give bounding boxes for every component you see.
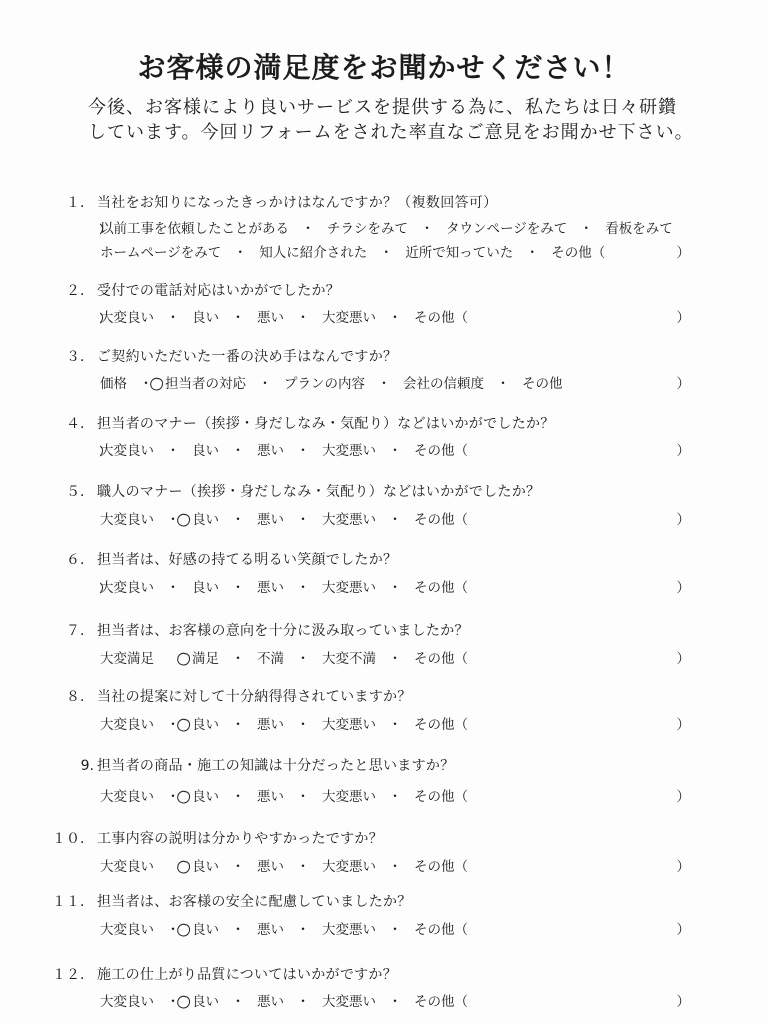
option (414, 309, 468, 327)
option-label: 大変悪い (322, 994, 376, 1010)
option-line (100, 511, 690, 529)
close-paren: ） (676, 245, 690, 261)
option (100, 858, 154, 876)
option-label: 満足 (192, 651, 219, 667)
option (192, 716, 219, 734)
option-label: 大変良い (100, 994, 154, 1010)
option (414, 921, 468, 939)
option (414, 579, 468, 597)
question-text: 当社をお知りになったきっかけはなんですか？（複数回答可） (97, 195, 498, 211)
option (327, 220, 408, 238)
option (192, 579, 219, 597)
option-separator: ・ (388, 580, 402, 596)
close-paren: ） (676, 651, 690, 667)
option-label: その他（ (414, 512, 468, 528)
option-label: 大変良い (100, 859, 154, 875)
option-label: その他（ (414, 580, 468, 596)
option-separator: ・ (388, 994, 402, 1010)
option-line (100, 650, 690, 668)
option-separator: ・ (388, 512, 402, 528)
option-label: 良い (192, 580, 219, 596)
option-label: 大変悪い (322, 922, 376, 938)
option-label: 不満 (257, 651, 284, 667)
option (192, 993, 219, 1011)
question-text: 担当者のマナー（挨拶・身だしなみ・気配り）などはいかがでしたか？ (97, 416, 555, 432)
option-label: 価格 (100, 376, 127, 392)
page-title: お客様の満足度をお聞かせください！ (137, 51, 631, 84)
option-label: 大変悪い (322, 443, 376, 459)
option-label: 悪い (257, 859, 284, 875)
option-line (100, 858, 690, 876)
option (403, 375, 484, 393)
option-label: その他（ (414, 443, 468, 459)
option-label: 大変悪い (322, 717, 376, 733)
question-text: ご契約いただいた一番の決め手はなんですか？ (97, 349, 398, 365)
option (192, 858, 219, 876)
close-paren: ） (676, 376, 690, 392)
option (414, 788, 468, 806)
option-separator: ・ (388, 789, 402, 805)
intro-line: しています。今回リフォームをされた率直なご意見をお聞かせ下さい。 (88, 122, 694, 143)
option-label: タウンページをみて (446, 221, 568, 237)
option-separator: ・ (496, 376, 510, 392)
question-text: 担当者は、お客様の安全に配慮していましたか？ (97, 894, 412, 910)
option (100, 921, 154, 939)
option-label: その他（ (414, 310, 468, 326)
option-separator: ・ (258, 376, 272, 392)
option-separator: ・ (579, 221, 593, 237)
selection-circle-mark (176, 651, 191, 667)
close-paren: ） (676, 580, 690, 596)
option (414, 716, 468, 734)
option-separator: ・ (525, 245, 539, 261)
option-label: 担当者の対応 (165, 376, 246, 392)
option (192, 442, 219, 460)
option (100, 788, 154, 806)
option-separator: ・ (296, 922, 310, 938)
question-text: 工事内容の説明は分かりやすかったですか？ (97, 831, 383, 847)
option (257, 858, 284, 876)
option (257, 993, 284, 1011)
close-paren: ） (676, 310, 690, 326)
option (257, 579, 284, 597)
option (414, 993, 468, 1011)
option-label: 看板をみて (605, 221, 673, 237)
option-separator: ・ (388, 443, 402, 459)
option (192, 921, 219, 939)
option-label: 大変悪い (322, 512, 376, 528)
option (192, 650, 219, 668)
option-label: 大変悪い (322, 580, 376, 596)
option-label: 悪い (257, 443, 284, 459)
option (192, 309, 219, 327)
option-label: 大変良い (100, 512, 154, 528)
option-label: その他 (522, 376, 563, 392)
question-text: 受付での電話対応はいかがでしたか？ (97, 283, 341, 299)
question-text: 職人のマナー（挨拶・身だしなみ・気配り）などはいかがでしたか？ (97, 484, 541, 500)
option-separator: ・ (166, 789, 180, 805)
option-label: 良い (192, 443, 219, 459)
option (100, 993, 154, 1011)
option-separator: ・ (231, 717, 245, 733)
option-label: 大変満足 (100, 651, 154, 667)
option-label: プランの内容 (284, 376, 365, 392)
option-label: 大変悪い (322, 789, 376, 805)
question-number: １． (66, 195, 94, 211)
option-line (100, 993, 690, 1011)
option-label: 良い (192, 789, 219, 805)
selection-circle-mark (176, 859, 191, 875)
option-separator: ・ (231, 512, 245, 528)
option-label: その他（ (414, 717, 468, 733)
option-label: 良い (192, 922, 219, 938)
option-label: 悪い (257, 310, 284, 326)
option-separator: ・ (166, 717, 180, 733)
option (551, 244, 605, 262)
option-separator: ・ (296, 443, 310, 459)
question-text: 当社の提案に対して十分納得得されていますか？ (97, 689, 412, 705)
option-label: 悪い (257, 922, 284, 938)
option-label: ホームページをみて (100, 245, 222, 261)
close-paren: ） (676, 922, 690, 938)
option (100, 579, 154, 597)
option (100, 244, 221, 262)
option-label: 悪い (257, 717, 284, 733)
option-separator: ・ (231, 651, 245, 667)
option (414, 650, 468, 668)
close-paren: ） (676, 717, 690, 733)
option (322, 788, 376, 806)
option-separator: ・ (296, 651, 310, 667)
option-separator: ・ (296, 717, 310, 733)
option (446, 220, 567, 238)
option (100, 716, 154, 734)
option-separator: ・ (301, 221, 315, 237)
option-label: 会社の信頼度 (403, 376, 484, 392)
option-label: その他（ (551, 245, 606, 261)
question-number: ４． (66, 416, 94, 432)
option-separator: ・ (296, 310, 310, 326)
option (100, 511, 154, 529)
option (605, 220, 673, 238)
option-label: 大変良い (100, 922, 154, 938)
option (257, 442, 284, 460)
option-separator: ・ (231, 994, 245, 1010)
option (322, 858, 376, 876)
option-separator: ・ (231, 922, 245, 938)
option-label: 悪い (257, 580, 284, 596)
question-text: 担当者は、好感の持てる明るい笑顔でしたか？ (97, 552, 398, 568)
option-separator: ・ (166, 310, 180, 326)
option-separator: ・ (166, 512, 180, 528)
option-label: 大変良い (100, 443, 154, 459)
option (100, 309, 154, 327)
option-separator: ・ (377, 376, 391, 392)
option-label: 大変良い (100, 789, 154, 805)
option (259, 244, 367, 262)
option-label: 良い (192, 310, 219, 326)
question-number: １１． (52, 894, 94, 910)
option-separator: ・ (388, 651, 402, 667)
question-number: ６． (66, 552, 94, 568)
option (100, 650, 154, 668)
option-separator: ・ (296, 580, 310, 596)
option-label: 大変悪い (322, 859, 376, 875)
option-label: 良い (192, 512, 219, 528)
option-label: 近所で知っていた (405, 245, 514, 261)
option (322, 921, 376, 939)
option (322, 442, 376, 460)
question-text: 施工の仕上がり品質についてはいかがですか？ (97, 967, 398, 983)
question-number: 9. (80, 758, 94, 774)
close-paren: ） (676, 512, 690, 528)
option-label: 悪い (257, 994, 284, 1010)
option (322, 993, 376, 1011)
close-paren: ） (676, 859, 690, 875)
option (100, 220, 289, 238)
option-label: 知人に紹介された (259, 245, 368, 261)
option (522, 375, 563, 393)
option-label: 良い (192, 717, 219, 733)
option-separator: ・ (379, 245, 393, 261)
option (100, 442, 154, 460)
option-separator: ・ (388, 922, 402, 938)
option-label: その他（ (414, 789, 468, 805)
option-separator: ・ (420, 221, 434, 237)
option (414, 442, 468, 460)
option-separator: ・ (296, 994, 310, 1010)
option-label: その他（ (414, 859, 468, 875)
option-label: 大変良い (100, 310, 154, 326)
option-label: 悪い (257, 512, 284, 528)
option (414, 858, 468, 876)
option-separator: ・ (231, 859, 245, 875)
option (257, 716, 284, 734)
question-number: ５． (66, 484, 94, 500)
option (257, 309, 284, 327)
option-separator: ・ (166, 443, 180, 459)
option-separator: ・ (388, 717, 402, 733)
option-line (100, 309, 690, 327)
option-label: その他（ (414, 651, 468, 667)
option-separator: ・ (233, 245, 247, 261)
option (257, 650, 284, 668)
option-line (100, 579, 690, 597)
close-paren: ） (676, 994, 690, 1010)
option (414, 511, 468, 529)
question-number: ８． (66, 689, 94, 705)
option-separator: ・ (296, 789, 310, 805)
option-separator: ・ (231, 443, 245, 459)
option-separator: ・ (231, 580, 245, 596)
option-label: 大変良い (100, 717, 154, 733)
intro-line: 今後、お客様により良いサービスを提供する為に、私たちは日々研鑽 (88, 97, 677, 118)
option (257, 511, 284, 529)
question-number: １２． (52, 967, 94, 983)
option-separator: ・ (296, 512, 310, 528)
option-label: 良い (192, 859, 219, 875)
close-paren: ） (676, 443, 690, 459)
option (192, 788, 219, 806)
question-text: 担当者の商品・施工の知識は十分だったと思いますか？ (97, 758, 455, 774)
option (322, 511, 376, 529)
option (192, 511, 219, 529)
option-separator: ・ (388, 859, 402, 875)
option-label: その他（ (414, 994, 468, 1010)
close-paren: ） (676, 789, 690, 805)
option (257, 921, 284, 939)
question-text: 担当者は、お客様の意向を十分に汲み取っていましたか？ (97, 623, 469, 639)
option-line (100, 220, 690, 238)
option-separator: ・ (231, 310, 245, 326)
question-number: ３． (66, 349, 94, 365)
option-label: 悪い (257, 789, 284, 805)
option (322, 650, 376, 668)
option-line (100, 716, 690, 734)
option-separator: ・ (166, 922, 180, 938)
option-line (100, 375, 690, 393)
question-number: ７． (66, 623, 94, 639)
option-separator: ・ (139, 376, 153, 392)
option-separator: ・ (166, 994, 180, 1010)
option (322, 579, 376, 597)
option-separator: ・ (296, 859, 310, 875)
option (322, 716, 376, 734)
option-label: 大変良い (100, 580, 154, 596)
option-separator: ・ (388, 310, 402, 326)
question-number: １０． (52, 831, 94, 847)
option (405, 244, 513, 262)
option (165, 375, 246, 393)
option (284, 375, 365, 393)
option (322, 309, 376, 327)
option-label: チラシをみて (327, 221, 408, 237)
option-label: 大変悪い (322, 310, 376, 326)
option-separator: ・ (166, 580, 180, 596)
option-separator: ・ (231, 789, 245, 805)
option-label: 良い (192, 994, 219, 1010)
option-label: その他（ (414, 922, 468, 938)
option-line (100, 244, 690, 262)
option-label: 大変不満 (322, 651, 376, 667)
option (257, 788, 284, 806)
option-label: 以前工事を依頼したことがある (100, 221, 289, 237)
option-line (100, 442, 690, 460)
option-line (100, 921, 690, 939)
option-line (100, 788, 690, 806)
option (100, 375, 127, 393)
question-number: ２． (66, 283, 94, 299)
